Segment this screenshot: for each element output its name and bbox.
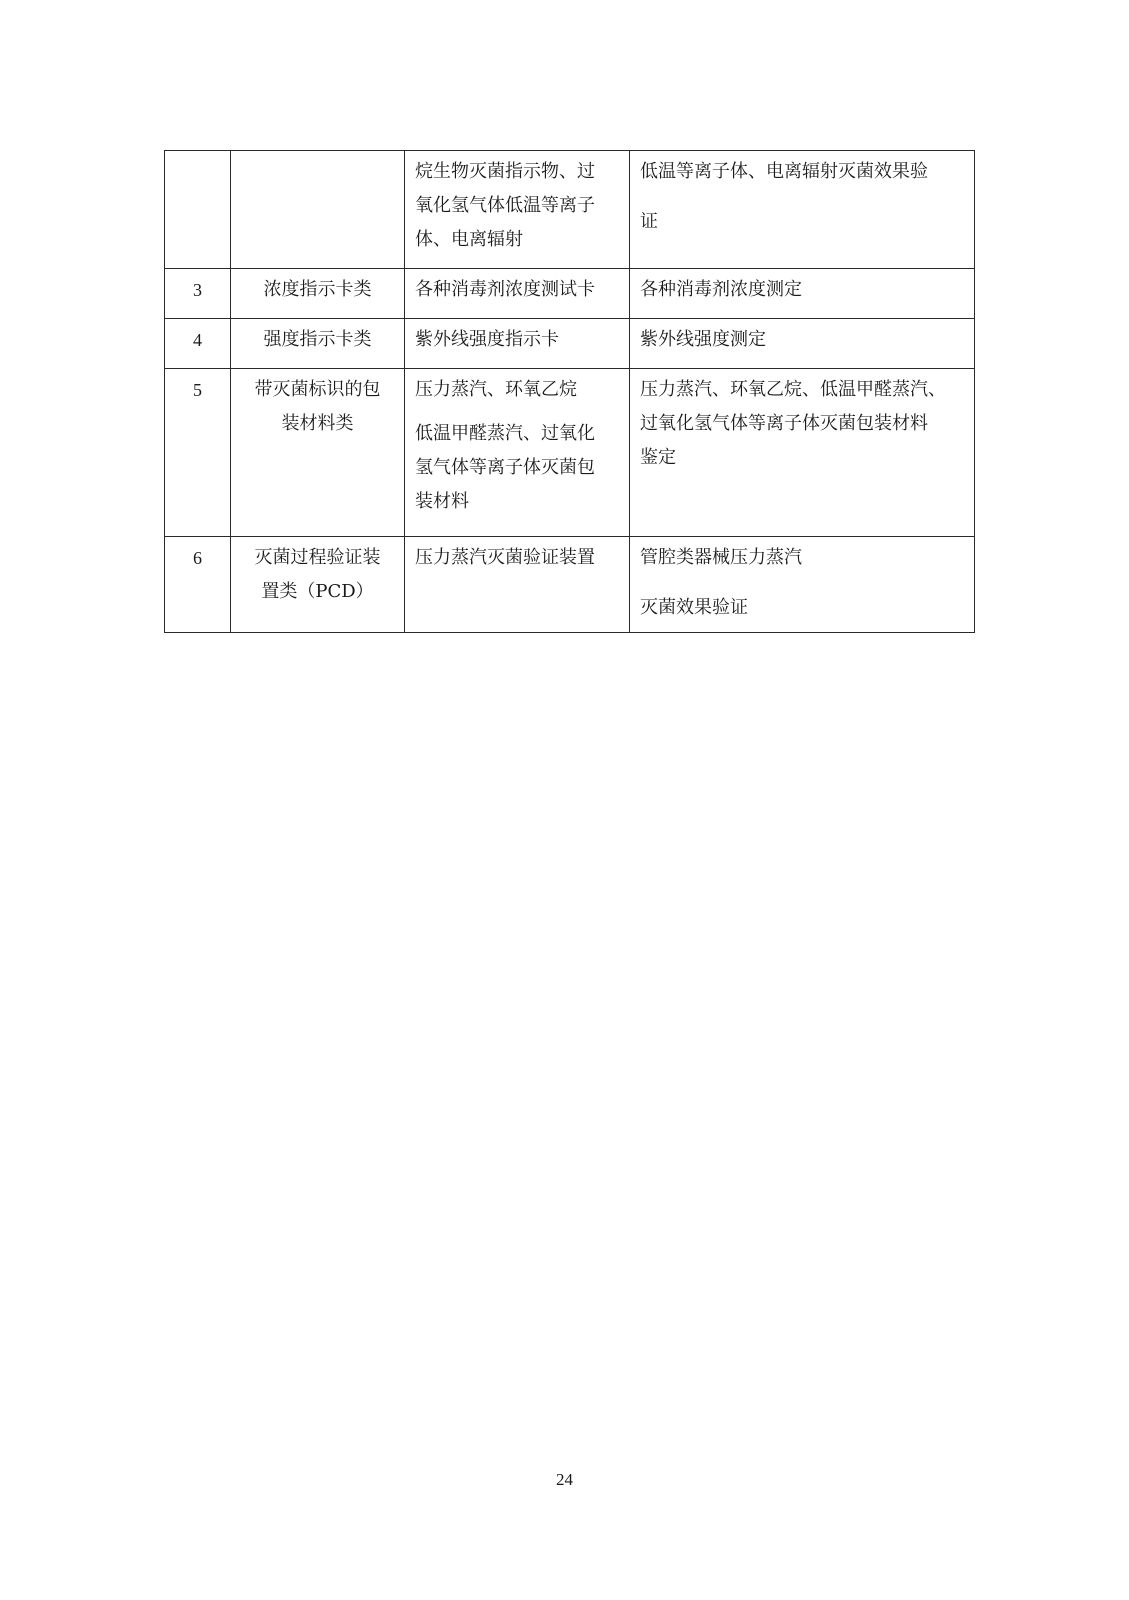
usage-line: 证 bbox=[640, 211, 658, 232]
usage-cell bbox=[630, 369, 975, 537]
category-cell bbox=[231, 151, 405, 269]
category-line: 灭菌过程验证装 bbox=[254, 547, 381, 568]
table-row bbox=[165, 269, 975, 319]
product-cell bbox=[405, 151, 630, 269]
usage-line: 管腔类器械压力蒸汽 bbox=[640, 547, 802, 568]
product-line: 体、电离辐射 bbox=[415, 229, 523, 250]
usage-cell bbox=[630, 319, 975, 369]
product-line: 各种消毒剂浓度测试卡 bbox=[415, 279, 595, 300]
product-line: 低温甲醛蒸汽、过氧化 bbox=[415, 423, 595, 444]
category-line: 装材料类 bbox=[281, 413, 354, 434]
product-cell bbox=[405, 319, 630, 369]
category-line: 强度指示卡类 bbox=[263, 329, 372, 350]
usage-line: 过氧化氢气体等离子体灭菌包装材料 bbox=[640, 413, 928, 434]
usage-line: 各种消毒剂浓度测定 bbox=[640, 279, 802, 300]
product-line: 压力蒸汽灭菌验证装置 bbox=[415, 547, 595, 568]
category-line: 带灭菌标识的包 bbox=[254, 379, 381, 400]
table-row bbox=[165, 537, 975, 633]
category-line: 浓度指示卡类 bbox=[263, 279, 372, 300]
row-number-cell bbox=[165, 151, 231, 269]
category-cell bbox=[231, 369, 405, 537]
row-number-cell bbox=[165, 537, 231, 633]
row-number-cell bbox=[165, 269, 231, 319]
usage-line: 鉴定 bbox=[640, 447, 676, 468]
usage-line: 紫外线强度测定 bbox=[640, 329, 766, 350]
usage-cell bbox=[630, 151, 975, 269]
usage-cell bbox=[630, 269, 975, 319]
product-line: 氧化氢气体低温等离子 bbox=[415, 195, 595, 216]
product-cell bbox=[405, 537, 630, 633]
category-cell bbox=[231, 537, 405, 633]
page-number: 24 bbox=[556, 1470, 573, 1489]
row-number: 3 bbox=[193, 280, 202, 300]
product-line: 氢气体等离子体灭菌包 bbox=[415, 457, 595, 478]
table-row bbox=[165, 369, 975, 537]
usage-line: 低温等离子体、电离辐射灭菌效果验 bbox=[640, 161, 928, 182]
usage-cell bbox=[630, 537, 975, 633]
row-number: 5 bbox=[193, 380, 202, 400]
row-number: 6 bbox=[193, 548, 202, 568]
product-line: 装材料 bbox=[415, 491, 469, 512]
row-number-cell bbox=[165, 369, 231, 537]
product-line: 压力蒸汽、环氧乙烷 bbox=[415, 379, 577, 400]
product-cell bbox=[405, 269, 630, 319]
row-number-cell bbox=[165, 319, 231, 369]
product-cell bbox=[405, 369, 630, 537]
product-line: 烷生物灭菌指示物、过 bbox=[415, 161, 595, 182]
row-number: 4 bbox=[193, 330, 202, 350]
indicator-table bbox=[164, 150, 975, 633]
category-cell bbox=[231, 319, 405, 369]
category-line: 置类（PCD） bbox=[261, 581, 374, 602]
product-line: 紫外线强度指示卡 bbox=[415, 329, 559, 350]
table-row bbox=[165, 151, 975, 269]
category-cell bbox=[231, 269, 405, 319]
usage-line: 压力蒸汽、环氧乙烷、低温甲醛蒸汽、 bbox=[640, 379, 946, 400]
table-row bbox=[165, 319, 975, 369]
usage-line: 灭菌效果验证 bbox=[640, 597, 748, 618]
